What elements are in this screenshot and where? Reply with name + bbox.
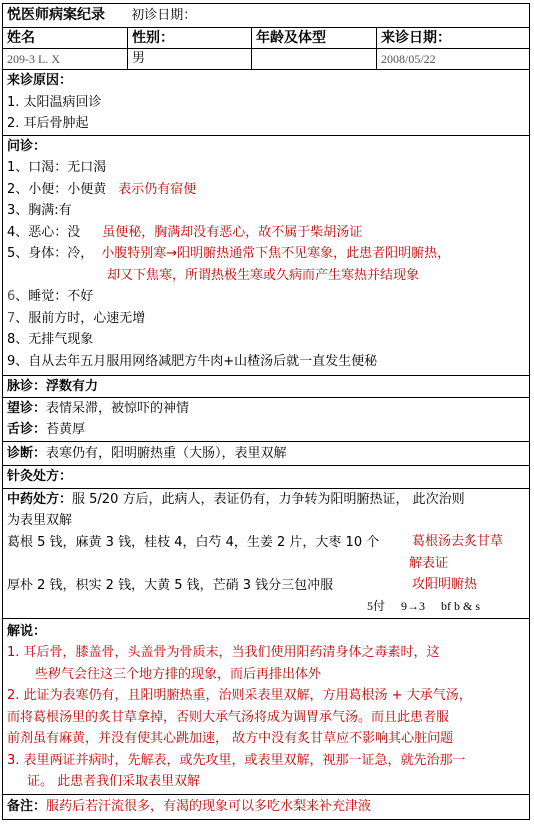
explanation-paragraph-continued: 前剂虽有麻黄，并没有使其心跳加速， 故方中没有炙甘草应不影响其心脏问题 <box>7 731 454 746</box>
inquiry-note: 表示仍有宿便 <box>118 181 197 197</box>
explanation-paragraph-continued: 而将葛根汤里的炙甘草拿掉，否则大承气汤将成为调胃承气汤。而且此患者服 <box>7 709 450 725</box>
age-build-header: 年龄及体型 <box>252 28 377 49</box>
acupuncture-row <box>3 465 530 488</box>
inquiry-text: 4、恶心：没 <box>7 224 81 240</box>
explanation-paragraph-continued: 证。 此患者我们采取表里双解 <box>27 774 201 789</box>
record-title: 悦医师病案纪录 <box>7 7 105 23</box>
reason-label: 来诊原因： <box>7 73 73 88</box>
note-label: 备注： <box>7 798 47 814</box>
inquiry-item <box>7 179 525 201</box>
diagnosis-value: 表寒仍有，阳明腑热重（大肠），表里双解 <box>46 445 287 461</box>
inquiry-text: 2、小便：小便黄 <box>7 181 107 197</box>
inquiry-label: 问诊： <box>7 138 47 154</box>
herbal-intro-continued: 为表里双解 <box>7 513 73 528</box>
patient-sex: 男 <box>128 49 252 70</box>
reason-item: 1. 太阳温病回诊 <box>7 94 102 110</box>
inquiry-item <box>7 308 525 330</box>
look-row <box>7 398 525 420</box>
title-row <box>3 4 530 28</box>
inquiry-note: 虽便秘，胸满却没有恶心，故不属于柴胡汤证 <box>102 224 363 240</box>
inquiry-text: 5、身体：冷， <box>7 246 94 261</box>
patient-name: 209-3 L. X <box>3 49 128 70</box>
explanation-paragraph: 1. 耳后骨，膝盖骨，头盖骨为骨质末，当我们使用阳药清身体之毒素时，这 <box>7 645 440 660</box>
inquiry-item <box>7 243 525 265</box>
patient-age-build <box>252 49 377 70</box>
tongue-value: 苔黄厚 <box>46 422 86 437</box>
medical-record-table <box>2 3 530 820</box>
first-visit-label: 初诊日期： <box>131 8 197 23</box>
reason-item: 2. 耳后骨肿起 <box>7 116 89 131</box>
inquiry-section <box>3 135 530 375</box>
reason-section <box>3 70 530 136</box>
herbal-line: 葛根 5 钱，麻黄 3 钱，桂枝 4，白芍 4，生姜 2 片，大枣 10 个 <box>7 534 380 550</box>
herbal-note: 攻阳明腑热 <box>412 576 478 592</box>
explanation-section <box>3 618 530 794</box>
diagnosis-label: 诊断： <box>7 445 47 461</box>
inquiry-text: 、服前方时，心速无增 <box>15 310 146 326</box>
name-header: 姓名 <box>3 28 128 49</box>
note-row <box>3 794 530 819</box>
inquiry-note-continued: 却又下焦寒，所谓热极生寒或久病而产生寒热并结现象 <box>107 267 420 283</box>
inquiry-item: 3、胸满:有 <box>7 203 72 218</box>
patient-header-row <box>3 28 530 49</box>
herbal-intro-text: 服 5/20 方后，此病人，表证仍有，力争转为阳明腑热证， 此次治则 <box>72 491 465 507</box>
inquiry-item: 9、自从去年五月服用网络减肥方牛肉+山楂汤后就一直发生便秘 <box>7 353 378 369</box>
inquiry-item <box>7 222 525 244</box>
explanation-paragraph: 2. 此证为表寒仍有，且阳明腑热重，治则采表里双解，方用葛根汤 + 大承气汤， <box>7 688 472 703</box>
herbal-dosage-row <box>7 596 525 618</box>
inquiry-number: 7 <box>7 310 16 326</box>
herbal-code: bf b & s <box>441 599 481 613</box>
explanation-label: 解说： <box>7 623 47 639</box>
herbal-section <box>3 488 530 618</box>
inquiry-number: 6 <box>7 289 16 304</box>
patient-info-row <box>3 49 530 70</box>
explanation-paragraph-continued: 些秽气会往这三个地方排的现象，而后再排出体外 <box>35 666 322 682</box>
herbal-dose: 5付 <box>367 599 386 613</box>
pulse-value: 浮数有力 <box>46 378 99 394</box>
herbal-note: 葛根汤去炙甘草 <box>412 533 504 549</box>
inquiry-text: 、睡觉：不好 <box>15 289 94 304</box>
herbal-note: 解表证 <box>409 556 449 571</box>
herbal-intro <box>7 489 525 511</box>
tongue-label: 舌诊： <box>7 422 47 437</box>
look-value: 表情呆滞，被惊吓的神情 <box>46 400 190 416</box>
visit-date-header: 来诊日期： <box>377 28 530 49</box>
look-label: 望诊： <box>7 400 47 416</box>
inquiry-note: 小腹特别寒→阳明腑热通常下焦不见寒象，此患者阳明腑热， <box>101 246 451 261</box>
pulse-row <box>3 375 530 397</box>
note-value: 服药后若汗流很多，有渴的现象可以多吃水梨来补充津液 <box>46 798 372 814</box>
patient-visit-date: 2008/05/22 <box>377 49 530 70</box>
acupuncture-label: 针灸处方： <box>7 468 73 484</box>
herbal-ratio: 9→3 <box>401 599 426 613</box>
tongue-row <box>7 419 525 441</box>
pulse-label: 脉诊： <box>7 378 47 394</box>
inquiry-item: 8、无排气现象 <box>7 332 94 347</box>
inquiry-item: 1、口渴：无口渴 <box>7 160 107 175</box>
sex-header: 性别： <box>128 28 252 49</box>
diagnosis-row <box>3 441 530 465</box>
explanation-paragraph: 3. 表里两证并病时，先解表，或先攻里，或表里双解，视那一证急，就先治那一 <box>7 752 466 768</box>
herbal-label: 中药处方： <box>7 491 73 507</box>
herbal-line: 厚朴 2 钱，枳实 2 钱，大黄 5 钱，芒硝 3 钱分三包冲服 <box>7 577 334 593</box>
inquiry-item <box>7 286 525 308</box>
look-tongue-section <box>3 397 530 441</box>
